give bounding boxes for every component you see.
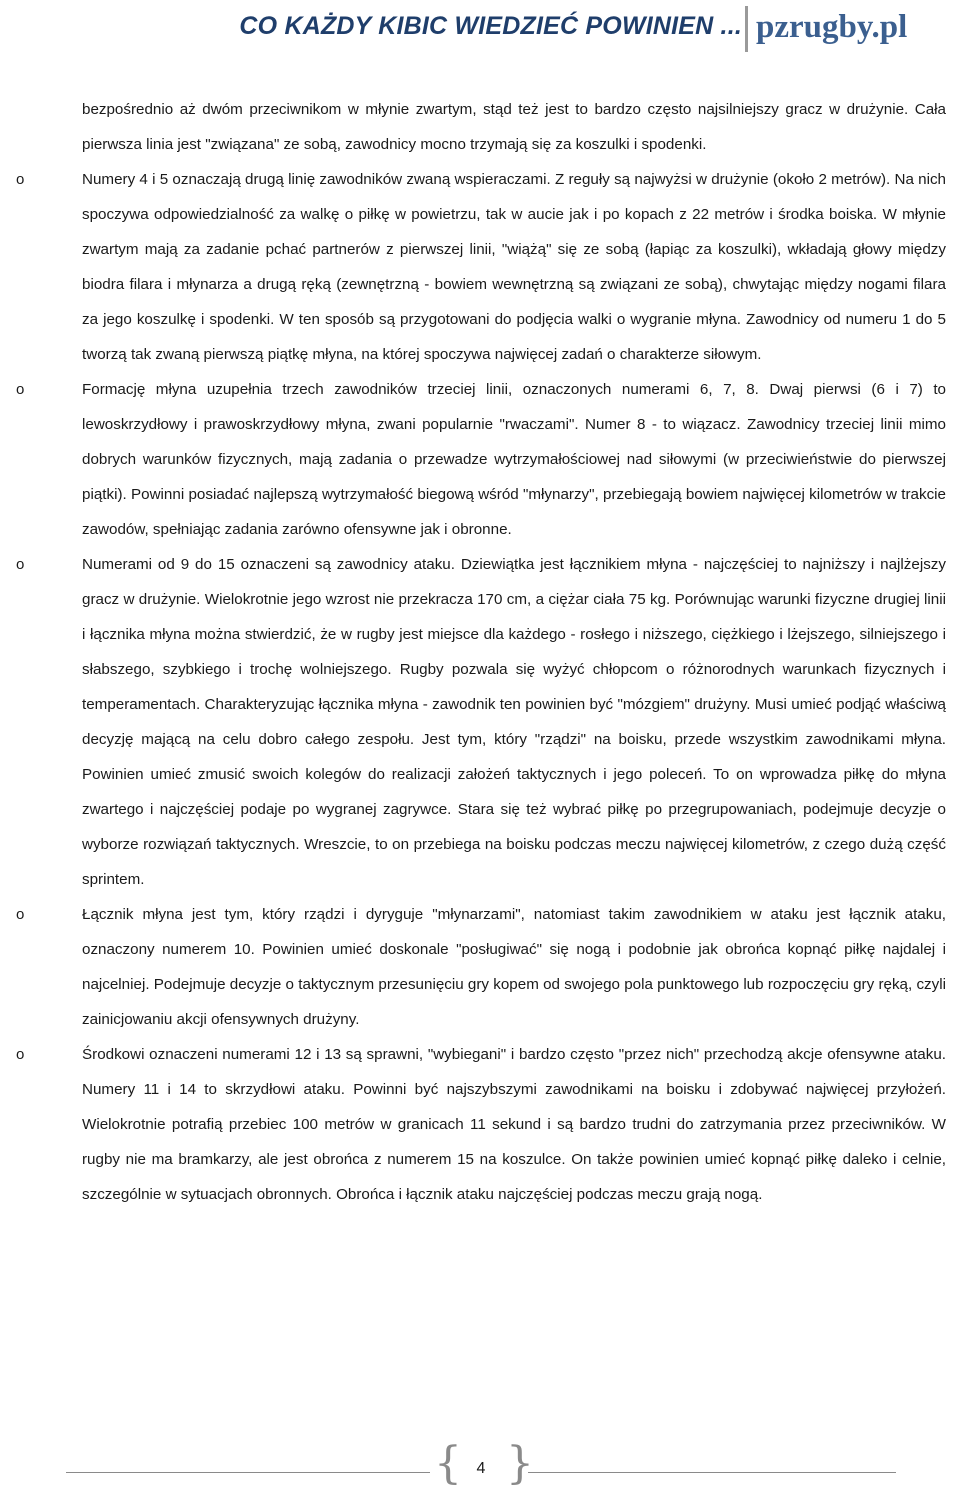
paragraph-text: Numery 4 i 5 oznaczają drugą linię zawodników zwaną wspieraczami. Z reguły są najwyżsi w drużynie (około 2 metrów). Na nich spoczywa odpowiedzialność za walkę o piłkę w powietrzu, tak w aucie jak i po kopach z 22 metrów i środka boiska. W młynie zwartym mają za zadanie pchać partnerów z pierwszej linii, "wiążą" się ze sobą (łapiąc za koszulki), wkładają głowy między biodra filara i młynarza a drugą ręką (zewnętrzną - bowiem wewnętrzną są związani ze sobą), chwytając między nogami filara za jego koszulkę i spodenki. W ten sposób są przygotowani do podjęcia walki o wygranie młyna. Zawodnicy od numeru 1 do 5 tworzą tak zwaną pierwszą piątkę młyna, na której spoczywa najwięcej zadań o charakterze siłowym. <box>82 171 946 363</box>
bullet-marker: o <box>16 171 25 188</box>
bullet-item <box>16 372 946 547</box>
bullet-item <box>16 162 946 372</box>
bullet-item <box>16 547 946 897</box>
header-title: CO KAŻDY KIBIC WIEDZIEĆ POWINIEN ... <box>239 12 742 40</box>
bullet-marker: o <box>16 1046 25 1063</box>
paragraph-text: Łącznik młyna jest tym, który rządzi i dyryguje "młynarzami", natomiast takim zawodnikiem w ataku jest łącznik ataku, oznaczony numerem 10. Powinien umieć doskonale "posługiwać" się nogą i podobnie jak obrońca kopnąć piłkę najdalej i najcelniej. Podejmuje decyzje o taktycznym przesunięciu gry kopem od swojego pola punktowego lub rozpoczęciu gry ręką, czyli zainicjowaniu akcji ofensywnych drużyny. <box>82 906 946 1028</box>
site-logo-text: pzrugby.pl <box>756 9 908 45</box>
bullet-marker: o <box>16 381 25 398</box>
header-divider <box>745 6 748 52</box>
bullet-item <box>16 897 946 1037</box>
paragraph-continuation <box>82 92 946 162</box>
page-footer <box>0 1440 960 1495</box>
right-brace-icon: } <box>506 1438 534 1489</box>
bullet-marker: o <box>16 556 25 573</box>
left-brace-icon: { <box>434 1438 462 1489</box>
page-header <box>0 0 960 58</box>
paragraph-text: bezpośrednio aż dwóm przeciwnikom w młynie zwartym, stąd też jest to bardzo często najsilniejszy gracz w drużynie. Cała pierwsza linia jest "związana" ze sobą, zawodnicy mocno trzymają się za koszulki i spodenki. <box>82 101 946 153</box>
document-body <box>0 92 960 1212</box>
paragraph-text: Środkowi oznaczeni numerami 12 i 13 są sprawni, "wybiegani" i bardzo często "przez nich" przechodzą akcje ofensywne ataku. Numery 11 i 14 to skrzydłowi ataku. Powinni być najszybszymi zawodnikami na boisku i zdobywać najwięcej przyłożeń. Wielokrotnie potrafią przebiec 100 metrów w granicach 11 sekund i są bardzo trudni do zatrzymania przez przeciwników. W rugby nie ma bramkarzy, ale jest obrońca z numerem 15 na koszulce. On także powinien umieć kopnąć piłkę daleko i celnie, szczególnie w sytuacjach obronnych. Obrońca i łącznik ataku najczęściej podczas meczu grają nogą. <box>82 1046 946 1203</box>
paragraph-text: Formację młyna uzupełnia trzech zawodników trzeciej linii, oznaczonych numerami 6, 7, 8. Dwaj pierwsi (6 i 7) to lewoskrzydłowy i prawoskrzydłowy młyna, zwani popularnie "rwaczami". Numer 8 - to wiązacz. Zawodnicy trzeciej linii mimo dobrych warunków fizycznych, mają zadania o przewadze wytrzymałościowej nad siłowymi (w przeciwieństwie do pierwszej piątki). Powinni posiadać najlepszą wytrzymałość biegową wśród "młynarzy", przebiegają bowiem najwięcej kilometrów w trakcie zawodów, spełniając zadania zarówno ofensywne jak i obronne. <box>82 381 946 538</box>
paragraph-text: Numerami od 9 do 15 oznaczeni są zawodnicy ataku. Dziewiątka jest łącznikiem młyna - najczęściej to najniższy i najlżejszy gracz w drużynie. Wielokrotnie jego wzrost nie przekracza 170 cm, a ciężar ciała 75 kg. Porównując warunki fizyczne drugiej linii i łącznika młyna można stwierdzić, że w rugby jest miejsce dla każdego - rosłego i niższego, ciężkiego i lżejszego, silniejszego i słabszego, szybkiego i trochę wolniejszego. Rugby pozwala się wyżyć chłopcom o różnorodnych warunkach fizycznych i temperamentach. Charakteryzując łącznika młyna - zawodnik ten powinien być "mózgiem" drużyny. Musi umieć podjąć właściwą decyzję mającą na celu dobro całego zespołu. Jest tym, który "rządzi" na boisku, przede wszystkim zawodnikami młyna. Powinien umieć zmusić swoich kolegów do realizacji założeń taktycznych i jego poleceń. To on wprowadza piłkę do młyna zwartego i najczęściej podaje po wygranej zagrywce. Stara się też wybrać piłkę po przegrupowaniach, podejmuje decyzje o wyborze rozwiązań taktycznych. Wreszcie, to on przebiega na boisku podczas meczu najwięcej kilometrów, z czego dużą część sprintem. <box>82 556 946 888</box>
page-number: 4 <box>476 1460 486 1477</box>
bullet-item <box>16 1037 946 1212</box>
bullet-marker: o <box>16 906 25 923</box>
